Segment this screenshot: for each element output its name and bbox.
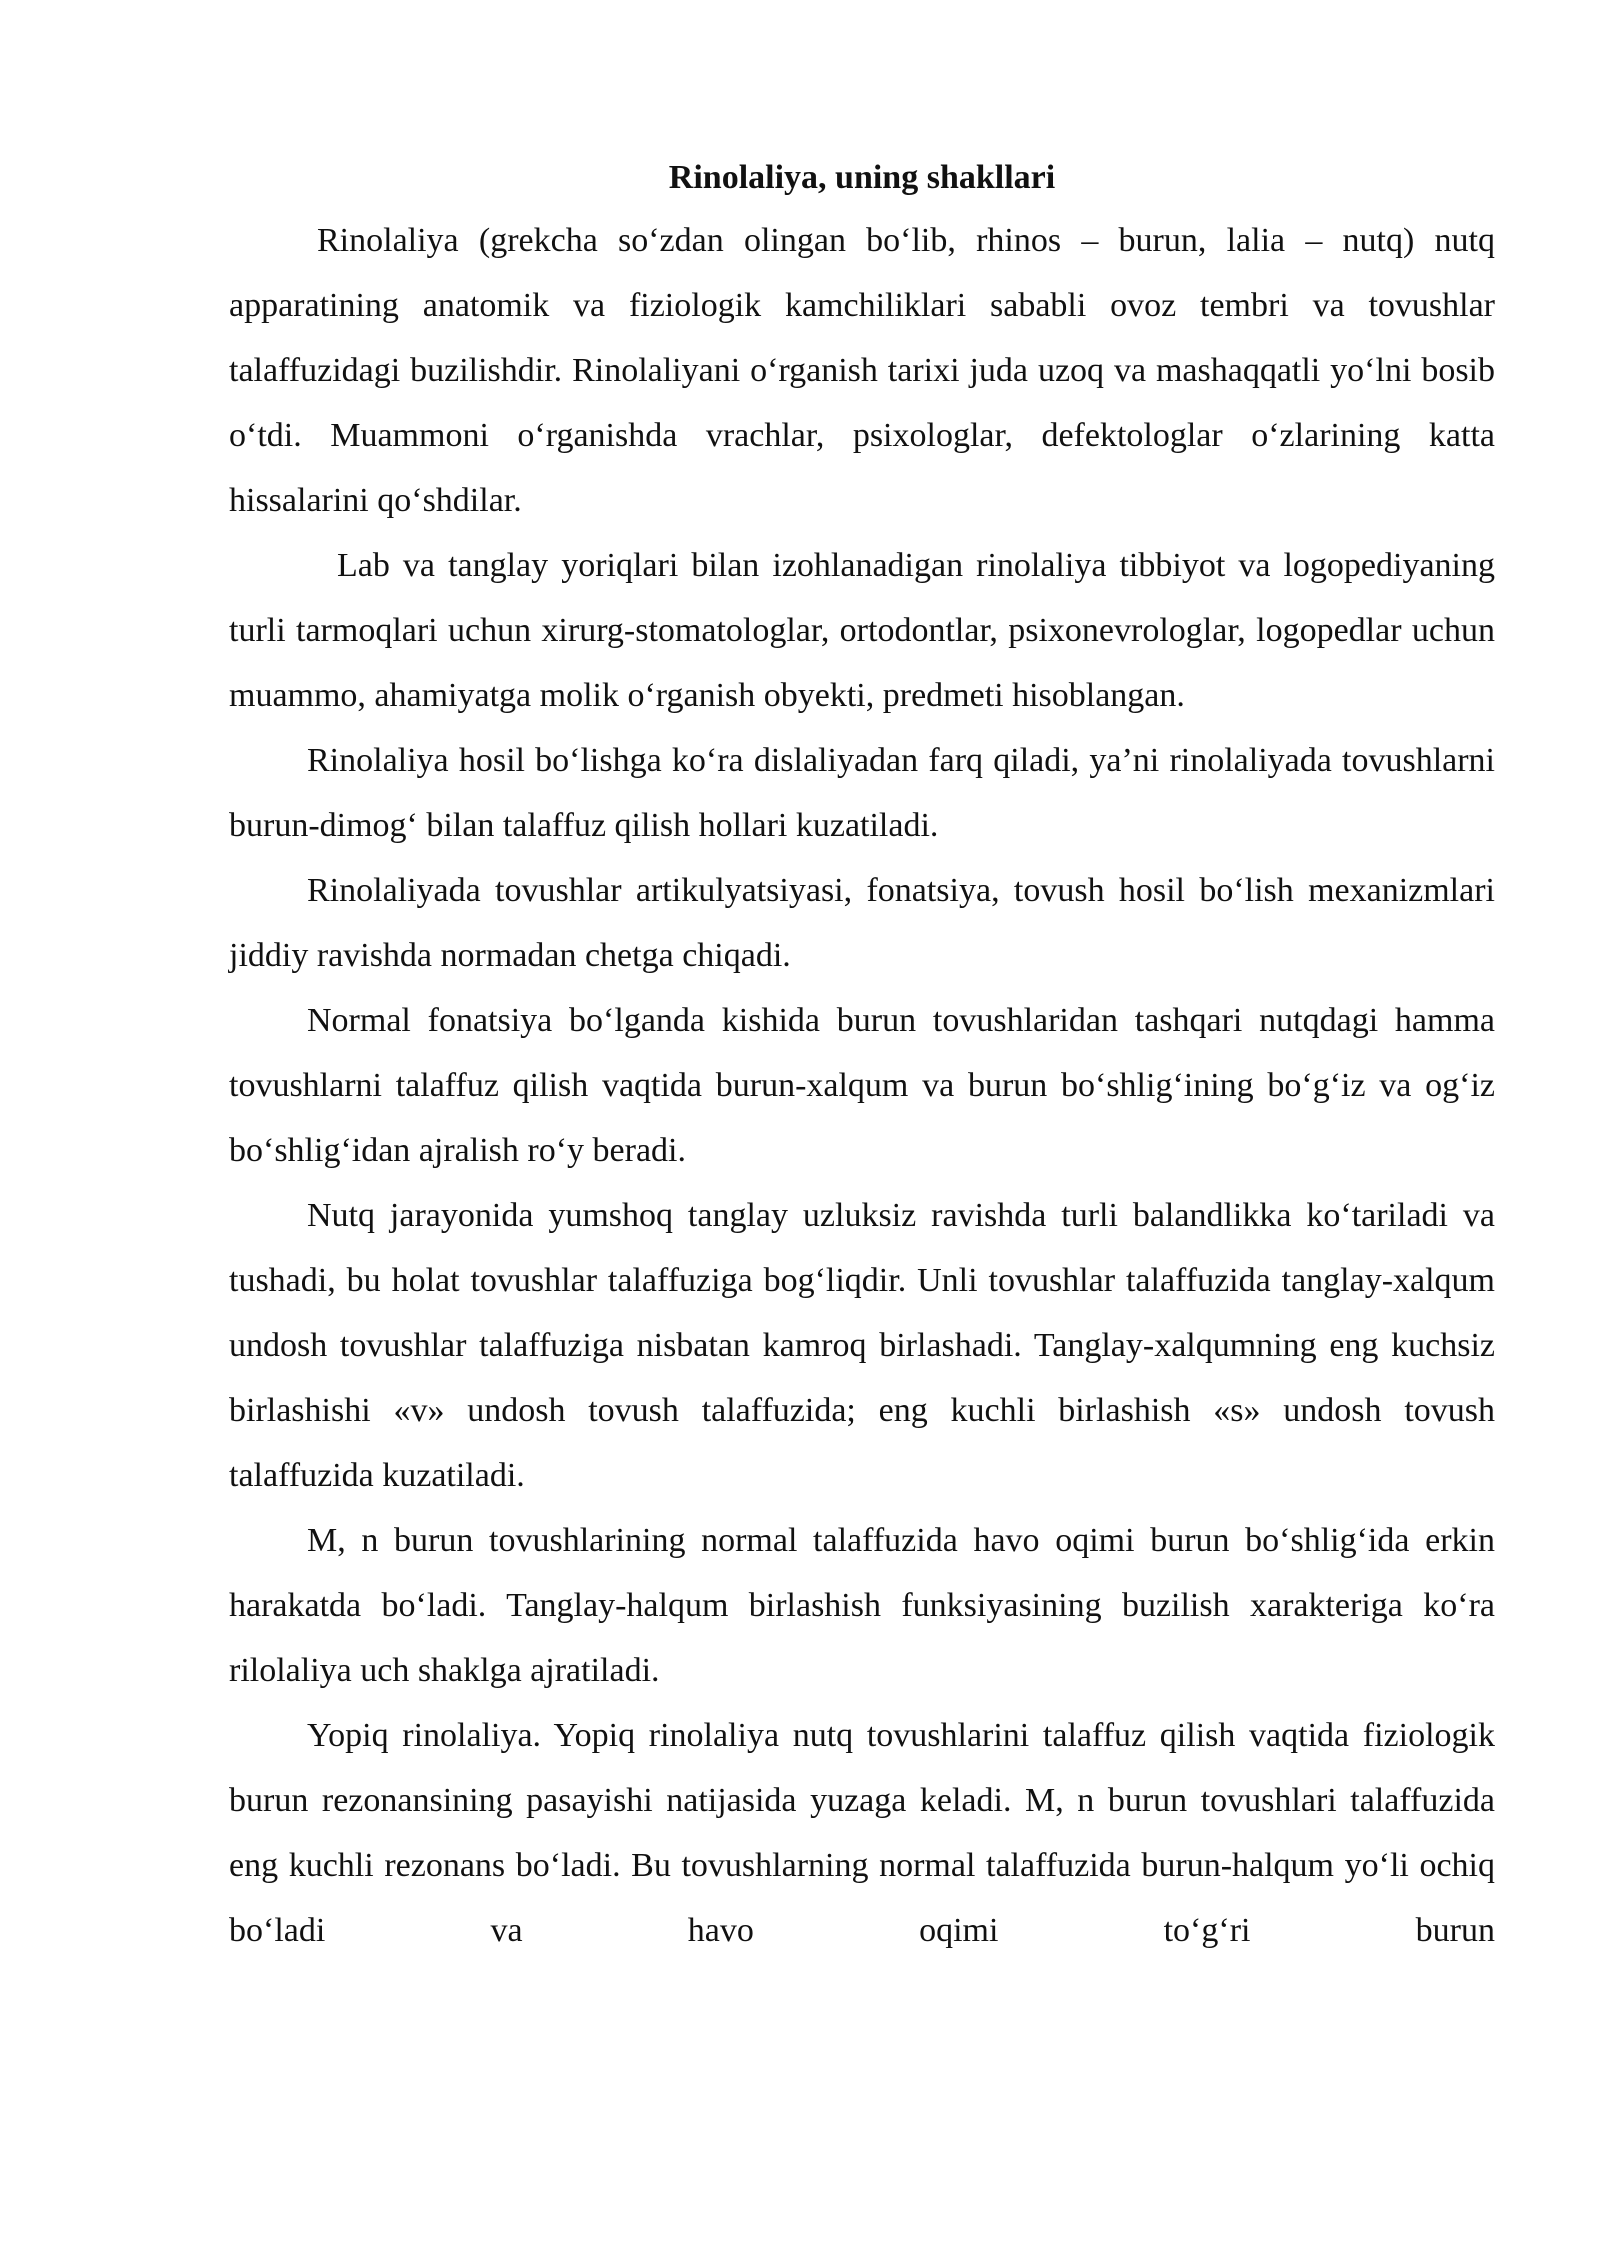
- paragraph-nasal-sounds: M, n burun tovushlarining normal talaffuzida havo oqimi burun bo‘shlig‘ida erkin harakatda bo‘ladi. Tanglay-halqum birlashish funksiyasining buzilish xarakteriga ko‘ra rilolaliya uch shaklga ajratiladi.: [229, 1522, 1495, 1689]
- paragraph-cleft-palate: Lab va tanglay yoriqlari bilan izohlanadigan rinolaliya tibbiyot va logopediyaning turli tarmoqlari uchun xirurg-stomatologlar, ortodontlar, psixonevrologlar, logopedlar uchun muammo, ahamiyatga molik o‘rganish obyekti, predmeti hisoblangan.: [229, 547, 1495, 714]
- paragraph-dyslalia-difference: Rinolaliya hosil bo‘lishga ko‘ra dislaliyadan farq qiladi, ya’ni rinolaliyada tovushlarni burun-dimog‘ bilan talaffuz qilish hollari kuzatiladi.: [229, 742, 1495, 844]
- paragraph-normal-phonation: Normal fonatsiya bo‘lganda kishida burun tovushlaridan tashqari nutqdagi hamma tovushlarni talaffuz qilish vaqtida burun-xalqum va burun bo‘shlig‘ining bo‘g‘iz va og‘iz bo‘shlig‘idan ajralish ro‘y beradi.: [229, 1002, 1495, 1169]
- paragraph-definition: Rinolaliya (grekcha so‘zdan olingan bo‘lib, rhinos – burun, lalia – nutq) nutq apparatining anatomik va fiziologik kamchiliklari sababli ovoz tembri va tovushlar talaffuzidagi buzilishdir. Rinolaliyani o‘rganish tarixi juda uzoq va mashaqqatli yo‘lni bosib o‘tdi. Muammoni o‘rganishda vrachlar, psixologlar, defektologlar o‘zlarining katta hissalarini qo‘shdilar.: [229, 222, 1495, 519]
- paragraph-soft-palate: Nutq jarayonida yumshoq tanglay uzluksiz ravishda turli balandlikka ko‘tariladi va tushadi, bu holat tovushlar talaffuziga bog‘liqdir. Unli tovushlar talaffuzida tanglay-xalqum undosh tovushlar talaffuziga nisbatan kamroq birlashadi. Tanglay-xalqumning eng kuchsiz birlashishi «v» undosh tovush talaffuzida; eng kuchli birlashish «s» undosh tovush talaffuzida kuzatiladi.: [229, 1197, 1495, 1494]
- document-title: Rinolaliya, uning shakllari: [668, 159, 1056, 196]
- paragraph-articulation: Rinolaliyada tovushlar artikulyatsiyasi, fonatsiya, tovush hosil bo‘lish mexanizmlari jiddiy ravishda normadan chetga chiqadi.: [229, 872, 1495, 974]
- document-body: [229, 150, 1495, 1963]
- paragraph-closed-rhinolalia: Yopiq rinolaliya. Yopiq rinolaliya nutq tovushlarini talaffuz qilish vaqtida fiziologik burun rezonansining pasayishi natijasida yuzaga keladi. M, n burun tovushlari talaffuzida eng kuchli rezonans bo‘ladi. Bu tovushlarning normal talaffuzida burun-halqum yo‘li ochiq bo‘ladi va havo oqimi to‘g‘ri burun: [229, 1717, 1495, 1949]
